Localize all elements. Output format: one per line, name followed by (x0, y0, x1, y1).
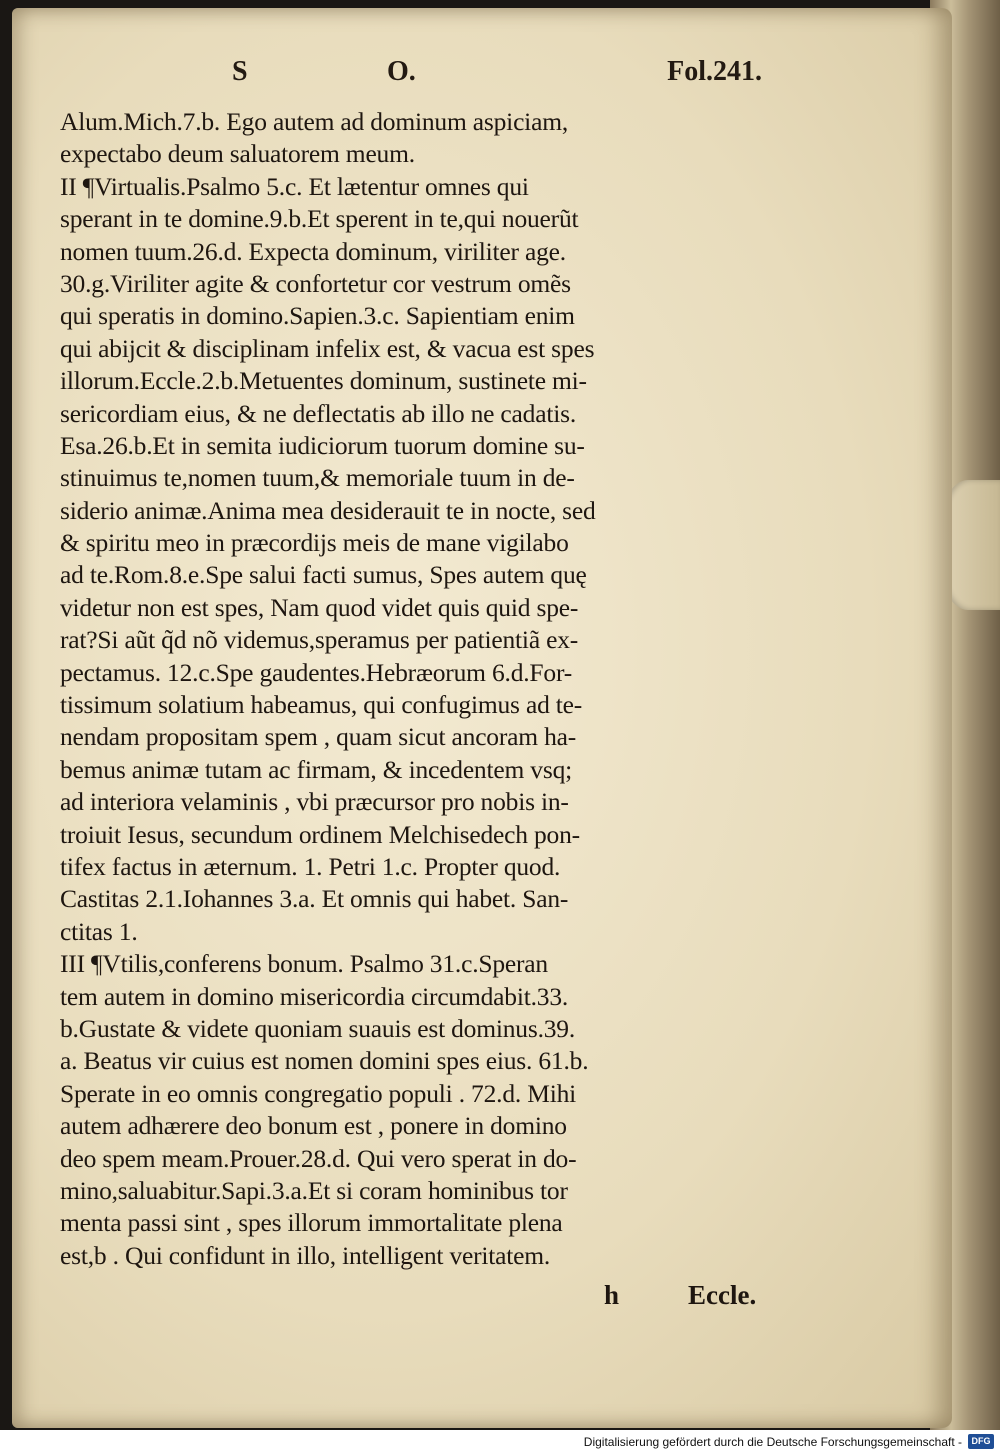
text-line: sperant in te domine.9.b.Et sperent in te,qui nouerũt (60, 204, 579, 234)
text-line: videtur non est spes, Nam quod videt quis quid spe- (60, 592, 579, 622)
catchword: Eccle. (688, 1280, 757, 1310)
text-line: expectabo deum saluatorem meum. (60, 139, 415, 169)
text-line: ctitas 1. (60, 916, 138, 946)
text-line: mino,saluabitur.Sapi.3.a.Et si coram hominibus tor (60, 1175, 568, 1205)
text-line: rat?Si aũt q̃d nõ videmus,speramus per patientiã ex- (60, 625, 579, 655)
text-line: nomen tuum.26.d. Expecta dominum, viriliter age. (60, 236, 566, 266)
text-line: tifex factus in æternum. 1. Petri 1.c. Propter quod. (60, 851, 561, 881)
text-line: nendam propositam spem , quam sicut ancoram ha- (60, 722, 577, 752)
header-letter-middle: O. (387, 56, 416, 87)
text-line: ad interiora velaminis , vbi præcursor pro nobis in- (60, 787, 569, 817)
text-line: illorum.Eccle.2.b.Metuentes dominum, sustinete mi- (60, 366, 587, 396)
text-line: 30.g.Viriliter agite & confortetur cor vestrum omẽs (60, 268, 571, 298)
text-line: siderio animæ.Anima mea desiderauit te in nocte, sed (60, 495, 596, 525)
text-line: stinuimus te,nomen tuum,& memoriale tuum in de- (60, 463, 575, 493)
text-line: tissimum solatium habeamus, qui confugimus ad te- (60, 690, 583, 720)
text-line: II ¶Virtualis.Psalmo 5.c. Et lætentur omnes qui (60, 171, 529, 201)
text-line: tem autem in domino misericordia circumdabit.33. (60, 981, 569, 1011)
text-line: a. Beatus vir cuius est nomen domini spes eius. 61.b. (60, 1046, 589, 1076)
text-line: Sperate in eo omnis congregatio populi . 72.d. Mihi (60, 1078, 577, 1108)
text-line: & spiritu meo in præcordijs meis de mane vigilabo (60, 528, 569, 558)
running-header (232, 56, 762, 92)
text-line: Alum.Mich.7.b. Ego autem ad dominum aspiciam, (60, 107, 568, 136)
header-letter-left: S (232, 56, 248, 87)
text-line: troiuit Iesus, secundum ordinem Melchisedech pon- (60, 819, 580, 849)
dfg-logo: DFG (968, 1434, 994, 1449)
text-line: est,b . Qui confidunt in illo, intelligent veritatem. (60, 1240, 551, 1270)
body-text (60, 106, 790, 1272)
folio-number: Fol.241. (667, 56, 762, 87)
funding-credit: Digitalisierung gefördert durch die Deutsche Forschungsgemeinschaft - (583, 1435, 962, 1449)
text-line: Esa.26.b.Et in semita iudiciorum tuorum domine su- (60, 430, 585, 460)
text-line: b.Gustate & videte quoniam suauis est dominus.39. (60, 1013, 576, 1043)
text-line: III ¶Vtilis,conferens bonum. Psalmo 31.c.Speran (60, 949, 548, 979)
text-line: ad te.Rom.8.e.Spe salui facti sumus, Spes autem quę (60, 560, 587, 590)
text-line: deo spem meam.Prouer.28.d. Qui vero sperat in do- (60, 1143, 577, 1173)
text-line: menta passi sint , spes illorum immortalitate plena (60, 1208, 563, 1238)
text-line: autem adhærere deo bonum est , ponere in domino (60, 1111, 567, 1141)
text-line: Castitas 2.1.Iohannes 3.a. Et omnis qui habet. San- (60, 884, 569, 914)
text-line: qui speratis in domino.Sapien.3.c. Sapientiam enim (60, 301, 575, 331)
signature-mark: h (604, 1280, 620, 1310)
text-line: pectamus. 12.c.Spe gaudentes.Hebræorum 6.d.For- (60, 657, 573, 687)
text-line: qui abijcit & disciplinam infelix est, & vacua est spes (60, 333, 595, 363)
digitization-footer (0, 1430, 1000, 1454)
text-line: bemus animæ tutam ac firmam, & incedentem vsq; (60, 754, 573, 784)
text-line: sericordiam eius, & ne deflectatis ab illo ne cadatis. (60, 398, 577, 428)
